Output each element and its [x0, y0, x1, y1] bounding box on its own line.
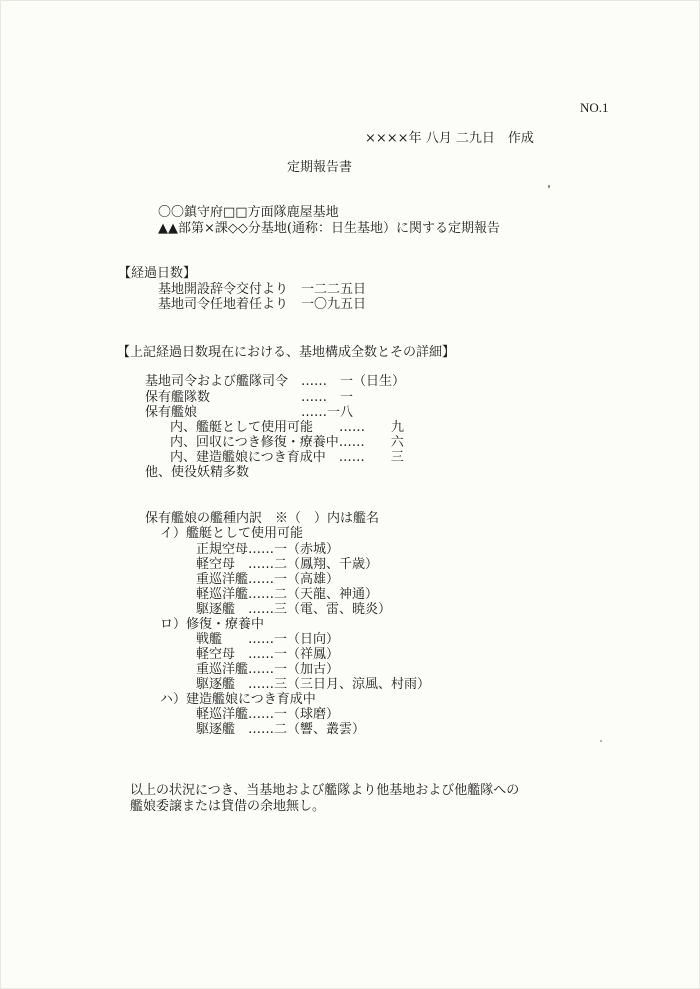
ship-type-row: 重巡洋艦……一（高雄）	[196, 572, 340, 587]
group-label: イ）艦艇として使用可能	[160, 526, 304, 541]
creation-date: ××××年 八月 二九日 作成	[365, 131, 534, 146]
group-label: ロ）修復・療養中	[160, 617, 265, 632]
ship-type-row: 戦艦 ……一（日向）	[196, 632, 340, 647]
fleets-row: 保有艦隊数 …… 一	[145, 390, 354, 405]
conclusion-line-2: 艦娘委譲または貸借の余地無し。	[130, 799, 326, 814]
group-label: ハ）建造艦娘につき育成中	[160, 692, 316, 707]
shipgirls-sub-row: 内、艦艇として使用可能 …… 九	[170, 420, 405, 435]
conclusion-line-1: 以上の状況につき、当基地および艦隊より他基地および他艦隊への	[130, 783, 520, 798]
ship-type-row: 軽巡洋艦……一（球磨）	[196, 707, 340, 722]
paper-speck	[600, 740, 602, 742]
shipgirls-sub-row: 内、建造艦娘につき育成中 …… 三	[170, 450, 404, 465]
subject-line-1: 〇〇鎮守府□□方面隊鹿屋基地	[158, 205, 339, 220]
ship-type-row: 正規空母……一（赤城）	[196, 542, 340, 557]
subject-line-2: ▲▲部第×課◇◇分基地(通称：日生基地）に関する定期報告	[158, 221, 500, 236]
ship-type-row: 軽巡洋艦……二（天龍、神通）	[196, 587, 379, 602]
ship-type-row: 駆逐艦 ……三（三日月、涼風、村雨）	[196, 677, 431, 692]
elapsed-heading: 【経過日数】	[118, 266, 197, 281]
commander-row: 基地司令および艦隊司令 …… 一（日生）	[145, 374, 406, 389]
elapsed-row: 基地開設辞令交付より 一二二五日	[158, 282, 367, 297]
others-row: 他、使役妖精多数	[145, 465, 250, 480]
ship-type-row: 重巡洋艦……一（加古）	[196, 662, 340, 677]
breakdown-heading: 保有艦娘の艦種内訳 ※（ ）内は艦名	[145, 511, 380, 526]
shipgirls-row: 保有艦娘 ……一八	[145, 405, 354, 420]
elapsed-row: 基地司令任地着任より 一〇九五日	[158, 297, 367, 312]
shipgirls-sub-row: 内、回収につき修復・療養中…… 六	[170, 435, 404, 450]
ship-type-row: 軽空母 ……一（祥鳳）	[196, 647, 340, 662]
paper-speck	[548, 185, 550, 188]
document-number: NO.1	[580, 100, 609, 115]
ship-type-row: 駆逐艦 ……二（響、叢雲）	[196, 722, 366, 737]
composition-heading: 【上記経過日数現在における、基地構成全数とその詳細】	[117, 345, 456, 360]
ship-type-row: 軽空母 ……二（鳳翔、千歳）	[196, 557, 379, 572]
document-title: 定期報告書	[287, 160, 353, 175]
ship-type-row: 駆逐艦 ……三（電、雷、暁炎）	[196, 602, 392, 617]
